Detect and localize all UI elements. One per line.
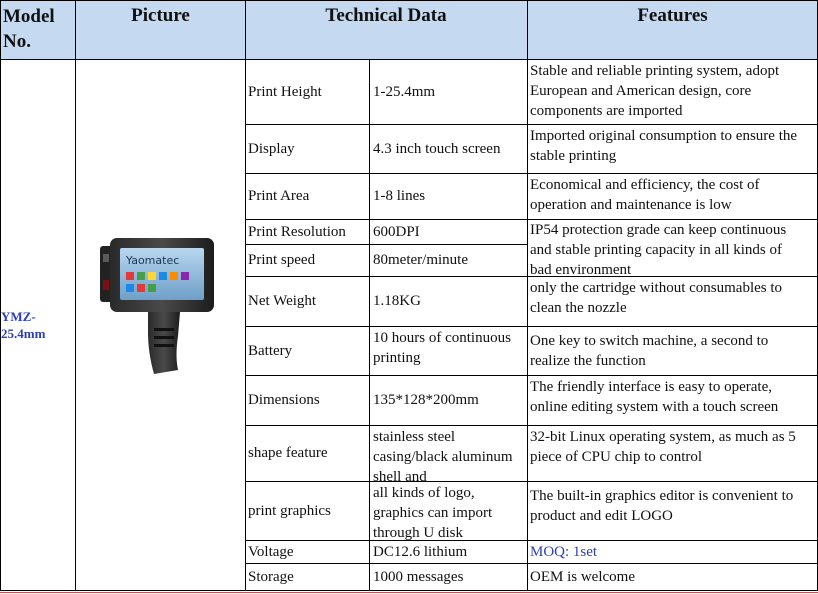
spec-label: Print Resolution	[248, 223, 346, 240]
spec-label: Dimensions	[248, 392, 320, 408]
grid-hline	[0, 590, 818, 591]
grid-hline	[245, 540, 818, 541]
feature-cell	[530, 541, 818, 563]
spec-value-line: 4.3 inch touch screen	[373, 140, 501, 157]
spec-value-line: DC12.6 lithium	[373, 543, 468, 560]
feature-line: Stable and reliable printing system, adopt	[530, 63, 780, 79]
spec-label: Voltage	[248, 543, 294, 560]
feature-line: clean the nozzle	[530, 300, 627, 316]
feature-line: OEM is welcome	[530, 569, 635, 585]
feature-line: Economical and efficiency, the cost of	[530, 177, 760, 193]
feature-cell	[530, 564, 818, 590]
header-model-line1: Model	[3, 6, 55, 27]
spec-value	[373, 425, 528, 481]
grid-hline	[245, 173, 818, 174]
spec-label: Print Area	[248, 188, 310, 204]
feature-cell	[530, 277, 818, 326]
header-technical-label: Technical Data	[325, 5, 447, 26]
spec-value-line: 1-8 lines	[373, 188, 426, 204]
feature-line: stable printing	[530, 148, 617, 164]
grid-hline	[0, 0, 818, 1]
header-technical-data	[245, 0, 527, 59]
grid-hline	[245, 124, 818, 125]
feature-line: MOQ: 1set	[530, 544, 598, 560]
feature-merged-line: bad environment	[530, 262, 632, 276]
spec-label: Display	[248, 140, 295, 157]
spec-label: print graphics	[248, 502, 331, 519]
spec-value-line: shell and	[373, 469, 427, 481]
feature-cell	[530, 174, 818, 219]
grid-vline	[369, 59, 370, 590]
feature-cell	[530, 426, 818, 481]
feature-merged-ip54	[528, 219, 818, 276]
model-line2: 25.4mm	[1, 326, 46, 341]
spec-label: Print Height	[248, 83, 322, 100]
header-picture	[76, 0, 245, 59]
spec-value	[373, 173, 528, 219]
spec-value	[373, 244, 528, 276]
grid-vline	[75, 0, 76, 590]
feature-line: 32-bit Linux operating system, as much as 5	[530, 429, 796, 445]
spec-value-line: 1.18KG	[373, 293, 421, 309]
spec-label: Print speed	[248, 252, 316, 268]
spec-value	[373, 563, 528, 590]
grid-hline	[245, 375, 818, 376]
feature-cell	[530, 482, 818, 540]
grid-hline	[0, 592, 818, 593]
header-features	[527, 0, 818, 59]
spec-value	[373, 540, 528, 563]
grid-hline	[245, 563, 818, 564]
feature-line: One key to switch machine, a second to	[530, 333, 769, 349]
grid-vline	[245, 0, 246, 590]
grid-vline	[0, 0, 1, 590]
feature-line: piece of CPU chip to control	[530, 449, 703, 465]
feature-line: operation and maintenance is low	[530, 197, 732, 213]
model-line1: YMZ-	[1, 309, 36, 324]
feature-line: only the cartridge without consumables to	[530, 280, 783, 296]
spec-label: Storage	[248, 568, 294, 585]
feature-line: components are imported	[530, 103, 683, 119]
grid-hline	[245, 219, 818, 220]
spec-label: Net Weight	[248, 293, 317, 309]
feature-line: realize the function	[530, 353, 646, 369]
spec-value-line: casing/black aluminum	[373, 449, 513, 465]
spec-value-line: 80meter/minute	[373, 252, 468, 268]
product-image	[96, 232, 226, 382]
feature-merged-line: and stable printing capacity in all kinds of	[530, 242, 783, 258]
feature-cell	[530, 376, 818, 425]
feature-line: The friendly interface is easy to operate,	[530, 379, 772, 395]
feature-line: online editing system with a touch screen	[530, 399, 779, 415]
spec-value-line: stainless steel	[373, 429, 456, 445]
spec-value	[373, 276, 528, 326]
spec-value-line: 10 hours of continuous	[373, 330, 511, 346]
spec-value-line: 1000 messages	[373, 568, 464, 585]
spec-value-line: printing	[373, 350, 421, 366]
feature-merged-line: IP54 protection grade can keep continuous	[530, 222, 787, 238]
grid-hline	[0, 59, 818, 60]
grid-vline	[527, 0, 528, 590]
spec-value	[373, 375, 528, 425]
spec-value-line: through U disk	[373, 525, 463, 540]
spec-value-line: 135*128*200mm	[373, 392, 479, 408]
grid-hline	[245, 244, 527, 245]
header-features-label: Features	[637, 5, 708, 26]
feature-line: The built-in graphics editor is convenient to	[530, 488, 794, 504]
model-number	[1, 308, 75, 348]
spec-value	[373, 219, 528, 244]
spec-value-line: graphics can import	[373, 505, 493, 521]
header-model-line2: No.	[3, 31, 31, 52]
header-picture-label: Picture	[131, 5, 190, 26]
spec-value	[373, 59, 528, 124]
handheld-inkjet-printer-image	[96, 232, 226, 382]
grid-hline	[245, 326, 818, 327]
spec-value	[373, 326, 528, 375]
feature-cell	[530, 125, 818, 173]
header-model-no	[0, 0, 76, 59]
screen-brand-text: Yaomatec	[126, 254, 180, 267]
grid-hline	[245, 481, 818, 482]
spec-value-line: 1-25.4mm	[373, 83, 436, 100]
feature-cell	[530, 60, 818, 124]
spec-value	[373, 481, 528, 540]
spec-label: shape feature	[248, 445, 328, 461]
grid-hline	[245, 425, 818, 426]
spec-value-line: all kinds of logo,	[373, 485, 475, 501]
feature-line: European and American design, core	[530, 83, 752, 99]
spec-value	[373, 124, 528, 173]
feature-cell	[530, 327, 818, 375]
spec-value-line: 600DPI	[373, 223, 420, 240]
grid-hline	[245, 276, 818, 277]
spec-label: Battery	[248, 342, 293, 359]
feature-line: Imported original consumption to ensure the	[530, 128, 798, 144]
feature-line: product and edit LOGO	[530, 508, 673, 524]
